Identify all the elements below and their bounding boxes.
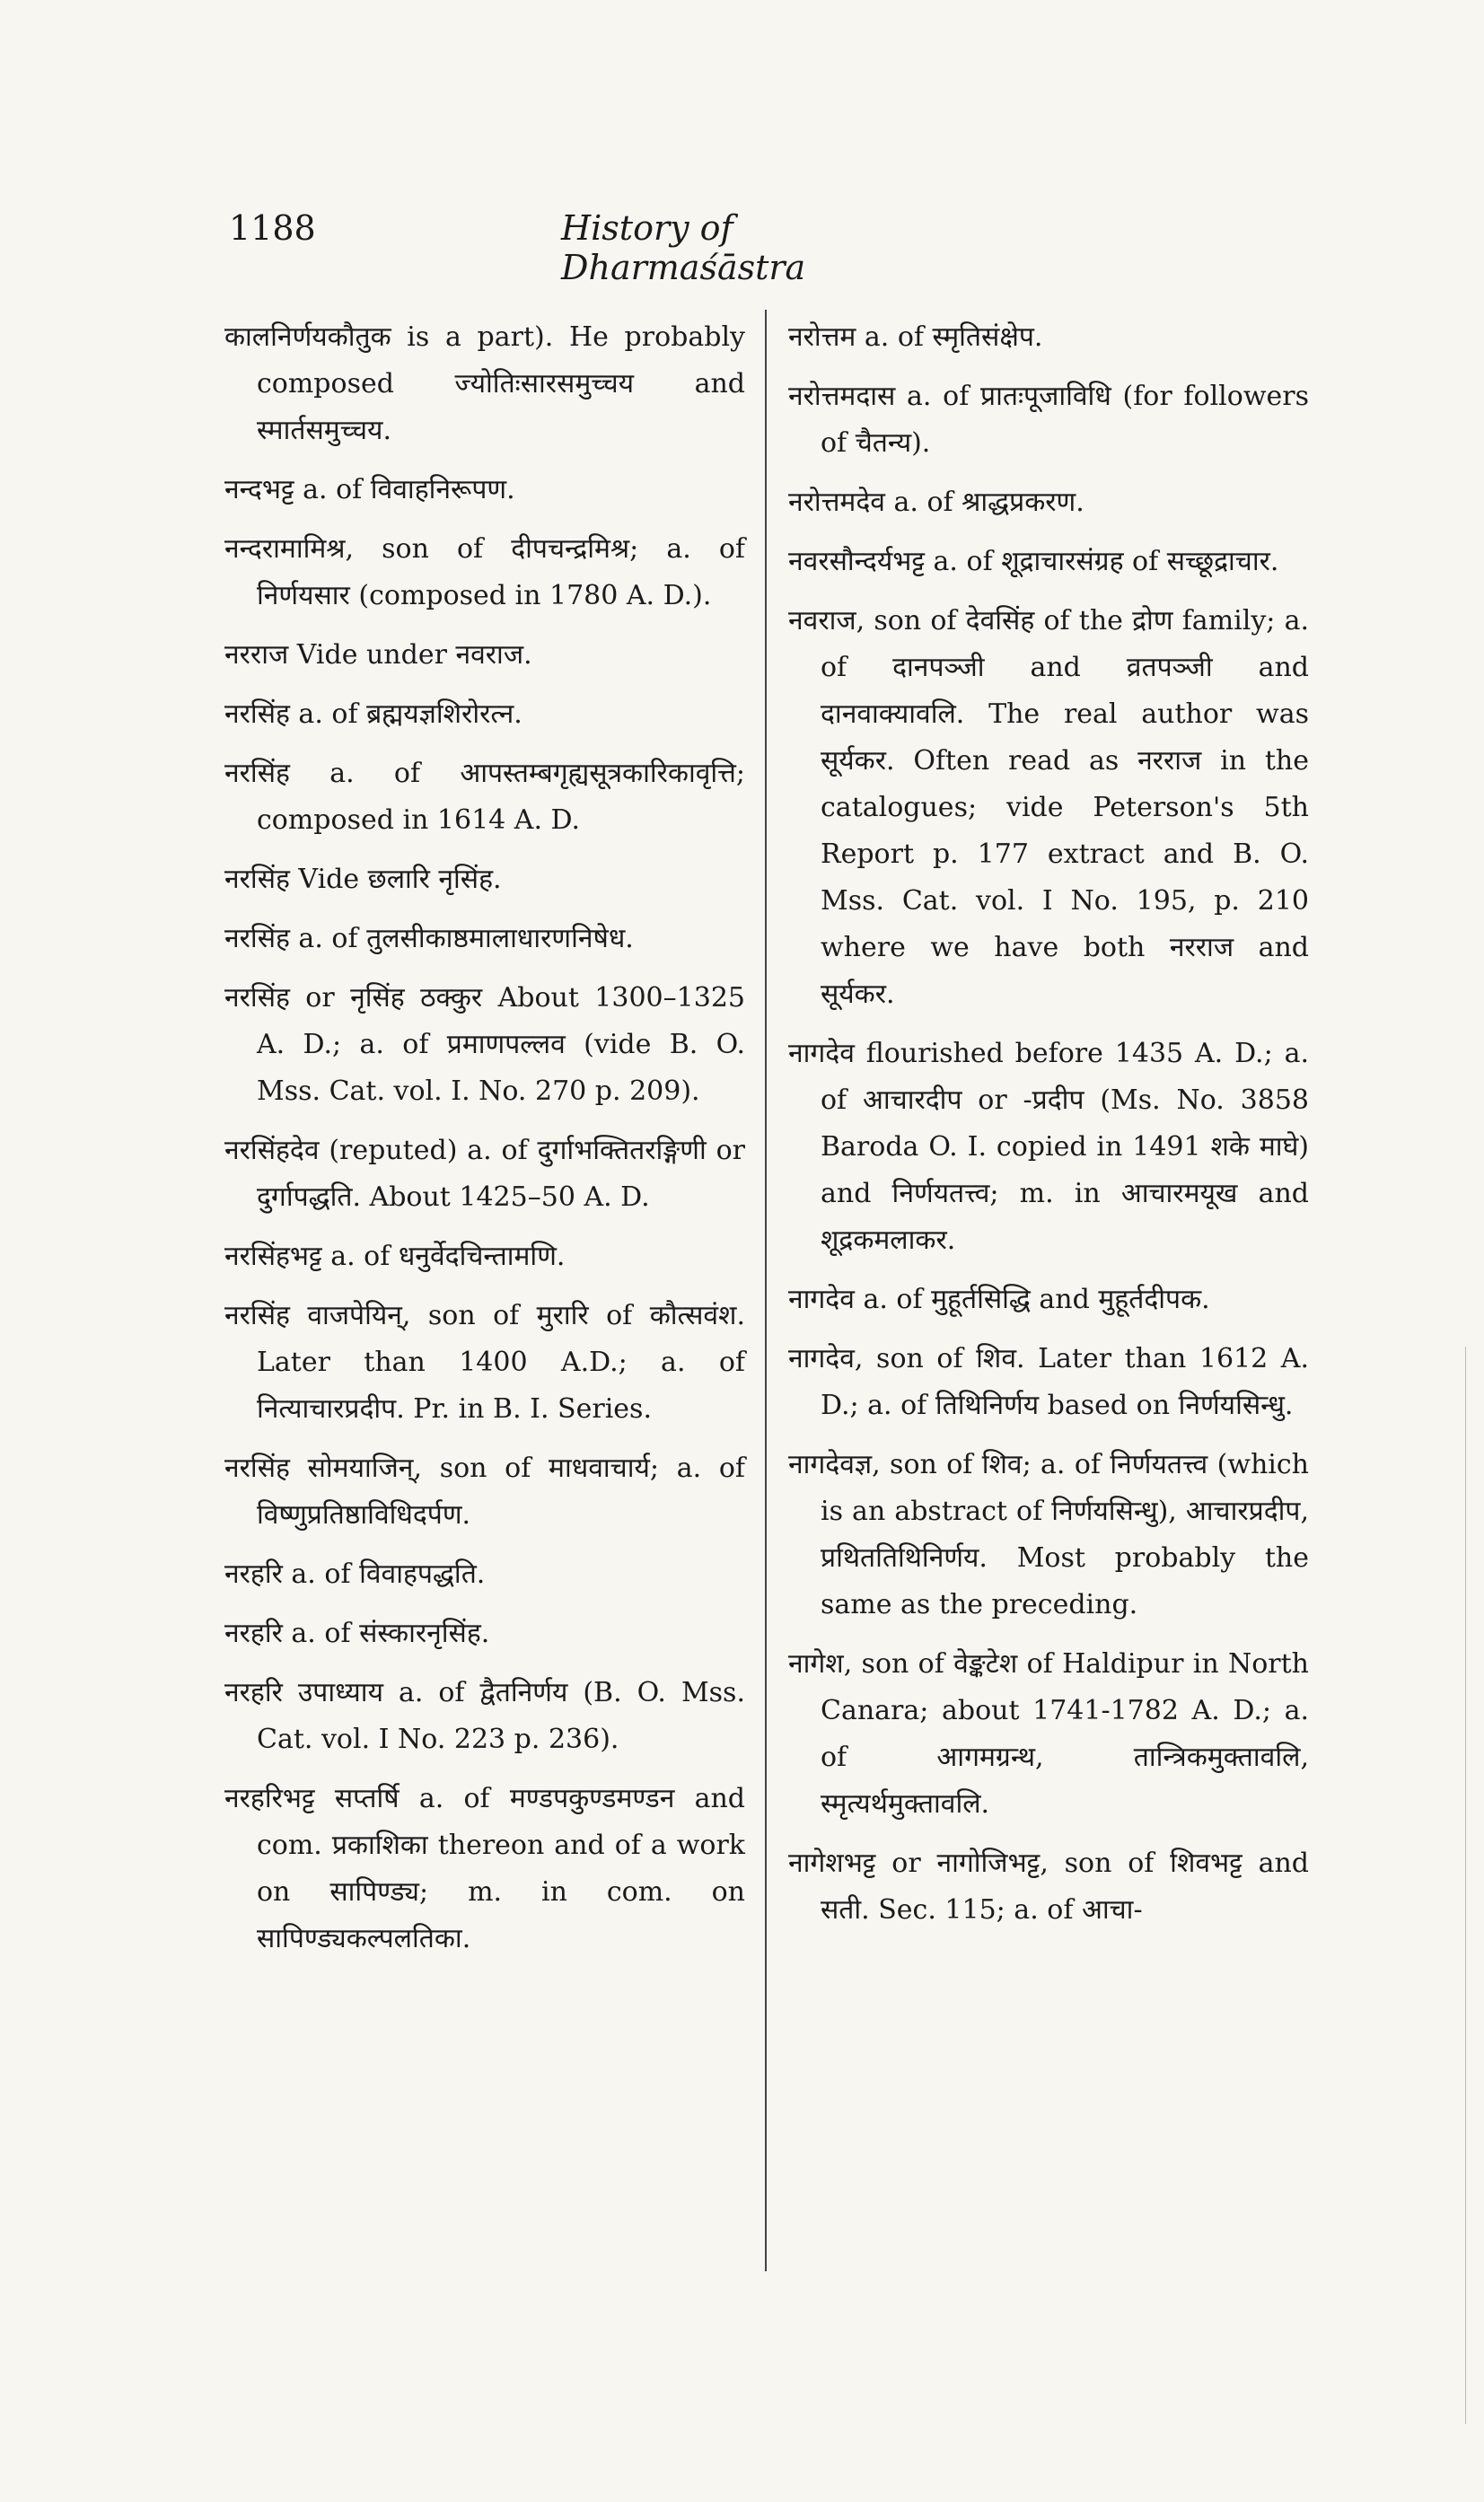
running-title: History of Dharmaśāstra — [561, 208, 806, 287]
entry: नागदेवज्ञ, son of शिव; a. of निर्णयतत्त्व (which is an abstract of निर्णयसिन्धु), आचारप्रदीप, प्रथिततिथिनिर्णय. Most probably the same as the preceding. — [788, 1449, 1309, 1620]
entry: नरोत्तमदेव a. of श्राद्धप्रकरण. — [788, 487, 1084, 518]
entry: कालनिर्णयकौतुक is a part). He probably composed ज्योतिःसारसमुच्चय and स्मार्तसमुच्चय. — [224, 321, 745, 446]
entry: नागेश, son of वेङ्कटेश of Haldipur in North Canara; about 1741-1782 A. D.; a. of आगमग्रन्थ, तान्त्रिकमुक्तावलि, स्मृत्यर्थमुक्तावलि. — [788, 1648, 1309, 1820]
entry: नरसिंह a. of आपस्तम्बगृह्यसूत्रकारिकावृत्ति; composed in 1614 A. D. — [224, 758, 745, 836]
entry: नरसिंह a. of तुलसीकाष्ठमालाधारणनिषेध. — [224, 923, 634, 954]
entry: नरसिंहभट्ट a. of धनुर्वेदचिन्तामणि. — [224, 1241, 566, 1272]
entry: नरराज Vide under नवराज. — [224, 639, 532, 671]
left-column — [224, 314, 745, 1975]
entry: नरहरिभट्ट सप्तर्षि a. of मण्डपकुण्डमण्डन and com. प्रकाशिका thereon and of a work on सापिण्ड्य; m. in com. on सापिण्ड्यकल्पलतिका. — [224, 1783, 745, 1954]
page-header — [229, 208, 974, 287]
entry: नरसिंह or नृसिंह ठक्कुर About 1300–1325 A. D.; a. of प्रमाणपल्लव (vide B. O. Mss. Cat. vol. I. No. 270 p. 209). — [224, 982, 745, 1107]
entry: नागेशभट्ट or नागोजिभट्ट, son of शिवभट्ट and सती. Sec. 115; a. of आचा- — [788, 1848, 1309, 1926]
entry: नरसिंहदेव (reputed) a. of दुर्गाभक्तितरङ्गिणी or दुर्गापद्धति. About 1425–50 A. D. — [224, 1135, 745, 1213]
entry: नन्दभट्ट a. of विवाहनिरूपण. — [224, 474, 515, 505]
entry: नवरसौन्दर्यभट्ट a. of शूद्राचारसंग्रह of सच्छूद्राचार. — [788, 546, 1279, 577]
entry: नागदेव flourished before 1435 A. D.; a. of आचारदीप or -प्रदीप (Ms. No. 3858 Baroda O. I. copied in 1491 शके माघे) and निर्णयतत्त्व; m. in आचारमयूख and शूद्रकमलाकर. — [788, 1038, 1309, 1256]
right-column — [788, 314, 1309, 1946]
entry: नरसिंह Vide छलारि नृसिंह. — [224, 864, 502, 895]
entry: नरोत्तमदास a. of प्रातःपूजाविधि (for followers of चैतन्य). — [788, 381, 1309, 459]
entry: नागदेव a. of मुहूर्तसिद्धि and मुहूर्तदीपक. — [788, 1284, 1210, 1315]
entry: नन्दरामामिश्र, son of दीपचन्द्रमिश्र; a. of निर्णयसार (composed in 1780 A. D.). — [224, 533, 745, 611]
page-edge-line — [1465, 1347, 1466, 2424]
entry: नरहरि a. of विवाहपद्धति. — [224, 1558, 486, 1590]
entry: नरहरि उपाध्याय a. of द्वैतनिर्णय (B. O. Mss. Cat. vol. I No. 223 p. 236). — [224, 1677, 745, 1755]
entry: नरहरि a. of संस्कारनृसिंह. — [224, 1618, 490, 1649]
entry: नरोत्तम a. of स्मृतिसंक्षेप. — [788, 321, 1043, 353]
entry: नागदेव, son of शिव. Later than 1612 A. D.; a. of तिथिनिर्णय based on निर्णयसिन्धु. — [788, 1343, 1309, 1421]
entry: नरसिंह a. of ब्रह्मयज्ञशिरोरत्न. — [224, 698, 522, 730]
entry: नवराज, son of देवसिंह of the द्रोण family; a. of दानपञ्जी and व्रतपञ्जी and दानवाक्यावलि. The real author was सूर्यकर. Often read as नरराज in the catalogues; vide Peterson's 5th Report p. 177 extract and B. O. Mss. Cat. vol. I No. 195, p. 210 where we have both नरराज and सूर्यकर. — [788, 605, 1309, 1010]
entry: नरसिंह वाजपेयिन्, son of मुरारि of कौत्सवंश. Later than 1400 A.D.; a. of नित्याचारप्रदीप. Pr. in B. I. Series. — [224, 1300, 745, 1425]
page-number: 1188 — [229, 208, 316, 248]
column-divider — [765, 310, 767, 2271]
entry: नरसिंह सोमयाजिन्, son of माधवाचार्य; a. of विष्णुप्रतिष्ठाविधिदर्पण. — [224, 1453, 745, 1531]
